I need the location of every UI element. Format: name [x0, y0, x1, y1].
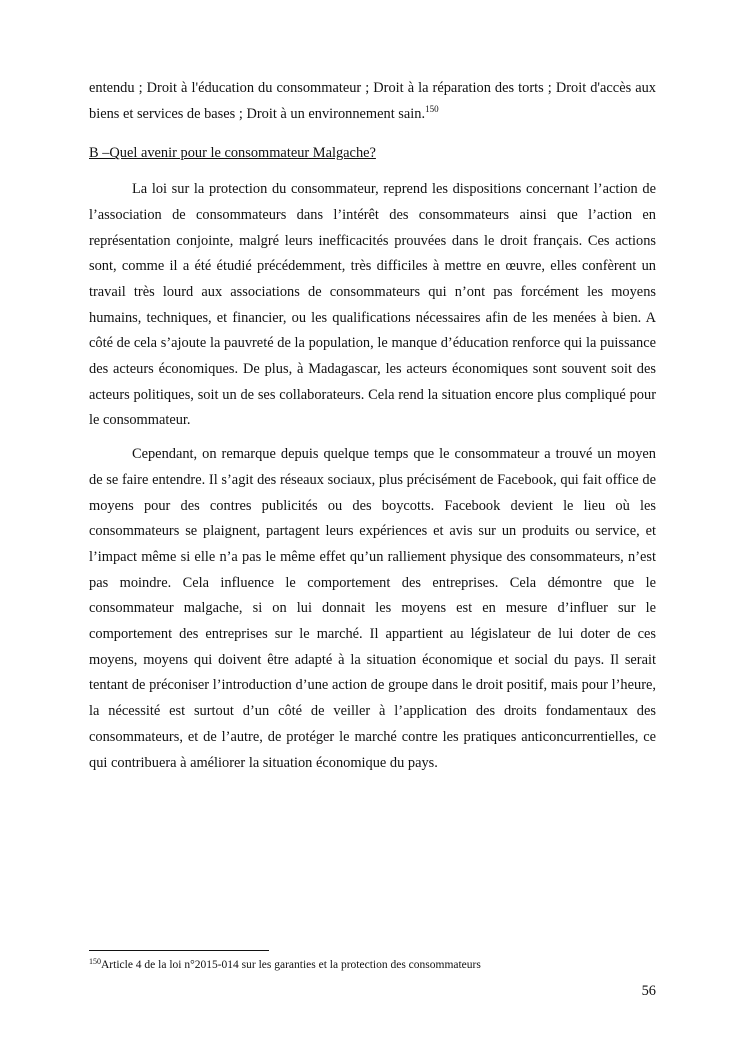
- paragraph-continuation-text: entendu ; Droit à l'éducation du consommateur ; Droit à la réparation des torts ; Droit d'accès aux biens et services de bases ; Droit à un environnement sain.: [89, 80, 656, 122]
- paragraph-spacer: [89, 434, 656, 442]
- paragraph-1: La loi sur la protection du consommateur, reprend les dispositions concernant l’action de l’association de consommateurs dans l’intérêt des consommateurs ainsi que l’action en représentation conjointe, malgré leurs inefficacités prouvées dans le droit français. Ces actions sont, comme il a été étudié précédemment, très difficiles à mettre en œuvre, elles confèrent un travail très lourd aux associations de consommateurs qui n’ont pas forcément les moyens humains, techniques, et financier, ou les qualifications nécessaires afin de les menées à bien. A côté de cela s’ajoute la pauvreté de la population, le manque d’éducation renforce qui la puissance des acteurs économiques. De plus, à Madagascar, les acteurs économiques sont souvent soit des acteurs politiques, soit un de ses collaborateurs. Cela rend la situation encore plus compliqué pour le consommateur.: [89, 181, 656, 429]
- footnote: [89, 957, 656, 973]
- footnote-separator: [89, 950, 269, 951]
- footnote-reference: 150: [425, 103, 439, 114]
- paragraph-2: Cependant, on remarque depuis quelque temps que le consommateur a trouvé un moyen de se faire entendre. Il s’agit des réseaux sociaux, plus précisément de Facebook, qui fait office de moyens pour des contres publicités ou des boycotts. Facebook devient le lieu où les consommateurs se plaignent, partagent leurs expériences et avis sur un produits ou service, et l’impact même si elle n’a pas le même effet qu’un ralliement physique des consommateurs, n’est pas moindre. Cela influence le comportement des entreprises. Cela démontre que le consommateur malgache, si on lui donnait les moyens est en mesure d’influer sur le comportement des entreprises sur le marché. Il appartient au législateur de lui doter de ces moyens, moyens qui doivent être adapté à la situation économique et social du pays. Il serait tentant de préconiser l’introduction d’une action de groupe dans le droit positif, mais pour l’heure, la nécessité est surtout d’un côté de veiller à l’application des droits fondamentaux des consommateurs, et de l’autre, de protéger le marché contre les pratiques anticoncurrentielles, ce qui contribuera à améliorer la situation économique du pays.: [89, 446, 656, 771]
- section-heading: B –Quel avenir pour le consommateur Malgache?: [89, 145, 376, 162]
- page-number: 56: [641, 983, 656, 999]
- footnote-text: Article 4 de la loi n°2015-014 sur les garanties et la protection des consommateurs: [101, 959, 481, 971]
- paragraph-continuation: [89, 76, 656, 127]
- document-body: [89, 76, 656, 776]
- footnote-number: 150: [89, 957, 101, 966]
